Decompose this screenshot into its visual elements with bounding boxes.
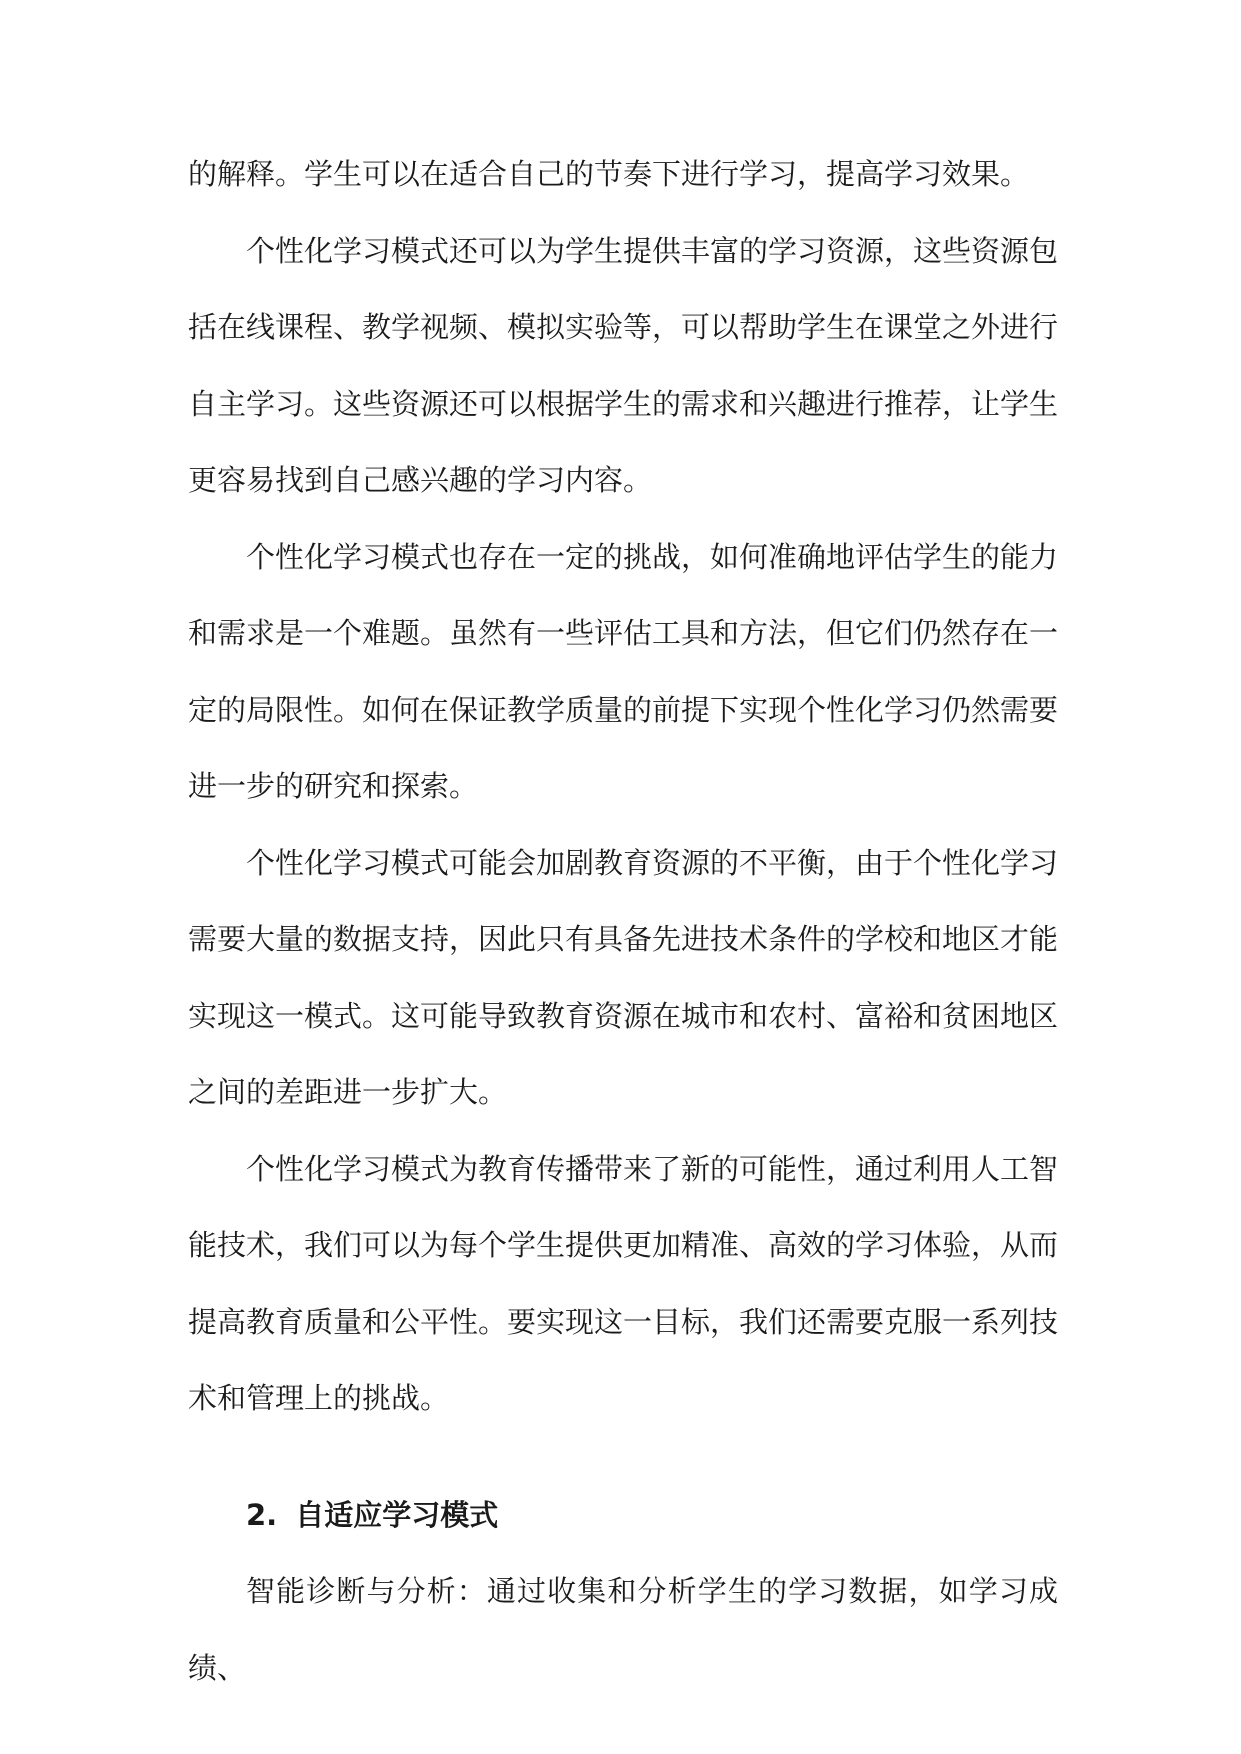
paragraph-3: 个性化学习模式也存在一定的挑战，如何准确地评估学生的能力和需求是一个难题。虽然有一些评估工具和方法，但它们仍然存在一定的局限性。如何在保证教学质量的前提下实现个性化学习仍然需要进一步的研究和探索。	[188, 539, 1059, 803]
section-number: 2.	[246, 1497, 278, 1532]
paragraph-5: 个性化学习模式为教育传播带来了新的可能性，通过利用人工智能技术，我们可以为每个学生提供更加精准、高效的学习体验，从而提高教育质量和公平性。要实现这一目标，我们还需要克服一系列技术和管理上的挑战。	[188, 1151, 1059, 1415]
paragraph-1: 的解释。学生可以在适合自己的节奏下进行学习，提高学习效果。	[188, 157, 1030, 191]
section-title: 自适应学习模式	[295, 1497, 499, 1532]
paragraph-2: 个性化学习模式还可以为学生提供丰富的学习资源，这些资源包括在线课程、教学视频、模拟实验等，可以帮助学生在课堂之外进行自主学习。这些资源还可以根据学生的需求和兴趣进行推荐，让学生更容易找到自己感兴趣的学习内容。	[188, 233, 1059, 497]
section-heading	[188, 1477, 1058, 1554]
document-page	[188, 136, 1058, 1706]
paragraph-6: 智能诊断与分析：通过收集和分析学生的学习数据，如学习成绩、	[188, 1574, 1058, 1685]
paragraph-4: 个性化学习模式可能会加剧教育资源的不平衡，由于个性化学习需要大量的数据支持，因此只有具备先进技术条件的学校和地区才能实现这一模式。这可能导致教育资源在城市和农村、富裕和贫困地区之间的差距进一步扩大。	[188, 845, 1059, 1109]
